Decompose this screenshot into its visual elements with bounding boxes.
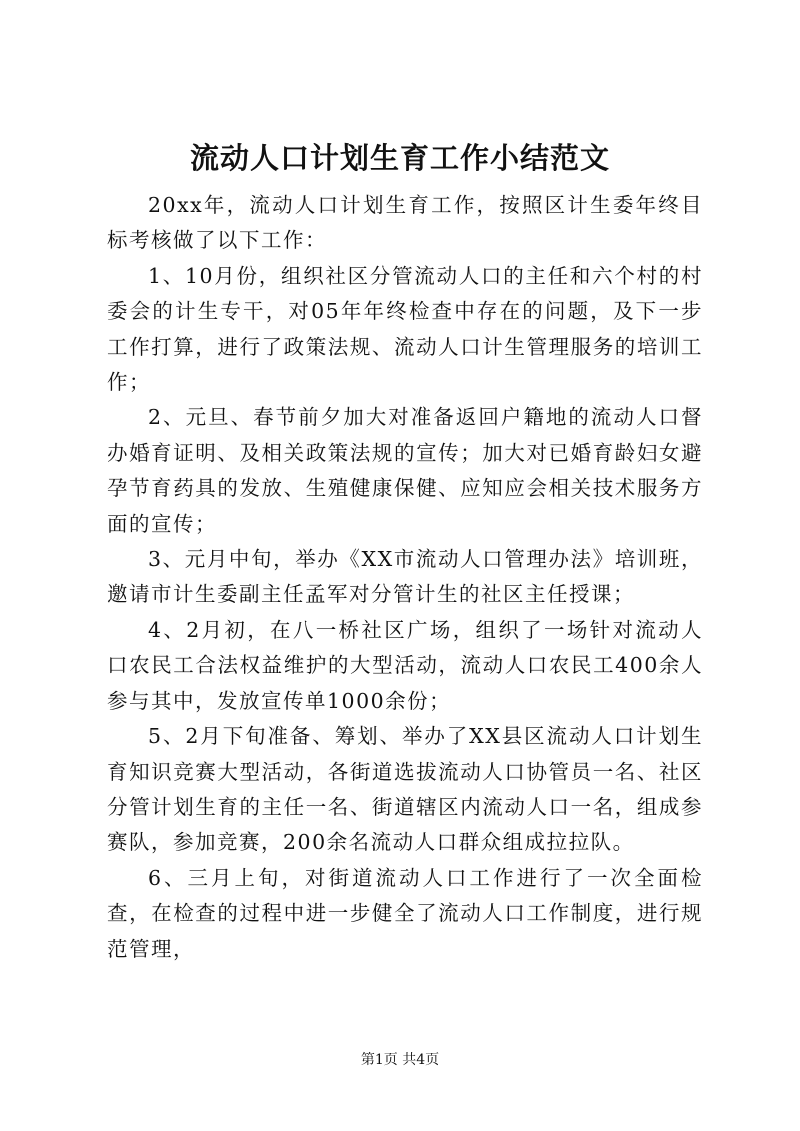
paragraph-item-5: 5、2月下旬准备、筹划、举办了XX县区流动人口计划生育知识竞赛大型活动，各街道选拔流动人口协管员一名、社区分管计划生育的主任一名、街道辖区内流动人口一名，组成参赛队，参加竞赛，200余名流动人口群众组成拉拉队。 (107, 724, 703, 855)
paragraph-intro: 20xx年，流动人口计划生育工作，按照区计生委年终目标考核做了以下工作： (107, 193, 703, 253)
paragraph-item-1: 1、10月份，组织社区分管流动人口的主任和六个村的村委会的计生专干，对05年年终检查中存在的问题，及下一步工作打算，进行了政策法规、流动人口计生管理服务的培训工作； (107, 263, 703, 395)
document-body (107, 188, 703, 967)
page-indicator: 第1页 共4页 (360, 1052, 440, 1068)
paragraph-item-4: 4、2月初，在八一桥社区广场，组织了一场针对流动人口农民工合法权益维护的大型活动，流动人口农民工400余人参与其中，发放宣传单1000余份； (107, 617, 703, 713)
paragraph-item-3: 3、元月中旬，举办《XX市流动人口管理办法》培训班，邀请市计生委副主任孟军对分管计生的社区主任授课； (107, 547, 703, 607)
paragraph-item-2: 2、元旦、春节前夕加大对准备返回户籍地的流动人口督办婚育证明、及相关政策法规的宣传；加大对已婚育龄妇女避孕节育药具的发放、生殖健康保健、应知应会相关技术服务方面的宣传； (107, 405, 703, 536)
document-title: 流动人口计划生育工作小结范文 (189, 141, 610, 175)
paragraph-item-6: 6、三月上旬，对街道流动人口工作进行了一次全面检查，在检查的过程中进一步健全了流动人口工作制度，进行规范管理， (107, 865, 703, 961)
